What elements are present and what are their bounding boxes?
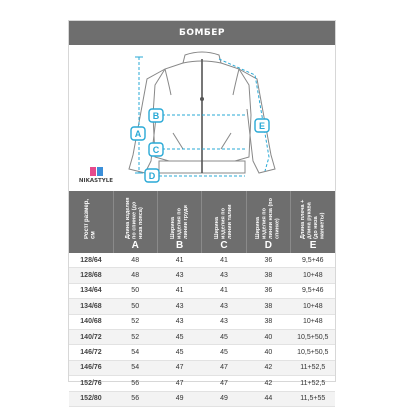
cell-c: 47 [202,376,246,391]
cell-e: 9,5+46 [291,283,335,298]
cell-size: 152/80 [69,391,113,406]
cell-d: 36 [246,283,290,298]
cell-a: 48 [113,253,157,268]
cell-size: 134/64 [69,283,113,298]
cell-size: 140/68 [69,314,113,329]
cell-a: 52 [113,329,157,344]
table-row [69,283,335,298]
table-row [69,314,335,329]
cell-b: 41 [157,253,201,268]
cell-b: 47 [157,376,201,391]
cell-a: 48 [113,268,157,283]
brand-block [74,167,118,184]
table-row [69,253,335,268]
table-header-row [69,191,335,253]
label-a: A [134,129,142,139]
cell-d: 36 [246,253,290,268]
cell-a: 50 [113,283,157,298]
cell-e: 10,5+50,5 [291,345,335,360]
cell-e: 10+48 [291,268,335,283]
cell-d: 42 [246,360,290,375]
cell-e: 11,5+55 [291,391,335,406]
cell-e: 11+52,5 [291,360,335,375]
table-row [69,376,335,391]
brand-name: NIKASTYLE [78,178,114,184]
cell-d: 38 [246,268,290,283]
label-e: E [258,121,266,131]
cell-size: 128/64 [69,253,113,268]
table-row [69,268,335,283]
table-row [69,360,335,375]
cell-d: 42 [246,376,290,391]
cell-c: 43 [202,314,246,329]
cell-c: 41 [202,283,246,298]
cell-e: 10+48 [291,314,335,329]
cell-size: 146/76 [69,360,113,375]
cell-d: 38 [246,299,290,314]
cell-a: 54 [113,360,157,375]
brand-logo-icon [74,167,118,176]
cell-a: 52 [113,314,157,329]
cell-e: 10+48 [291,299,335,314]
table-row [69,345,335,360]
cell-b: 43 [157,268,201,283]
cell-c: 41 [202,253,246,268]
cell-d: 40 [246,329,290,344]
cell-c: 45 [202,345,246,360]
cell-b: 47 [157,360,201,375]
label-b: B [152,111,160,121]
cell-b: 43 [157,299,201,314]
label-d: D [148,171,156,181]
header-col-e: Длина плеча + длина рукава (до низа манжеты) E [291,191,335,253]
cell-size: 146/72 [69,345,113,360]
header-col-a: Длина изделия по спинке (до низа пояса) A [113,191,157,253]
header-size: Рост/ размер, см [69,191,113,253]
cell-c: 45 [202,329,246,344]
table-row [69,299,335,314]
cell-c: 43 [202,299,246,314]
cell-e: 10,5+50,5 [291,329,335,344]
header-col-b: Ширина изделия по линии груди B [157,191,201,253]
cell-a: 50 [113,299,157,314]
cell-size: 134/68 [69,299,113,314]
cell-b: 41 [157,283,201,298]
cell-b: 49 [157,391,201,406]
cell-d: 38 [246,314,290,329]
cell-d: 44 [246,391,290,406]
size-table [69,191,335,407]
cell-size: 140/72 [69,329,113,344]
product-title: БОМБЕР [69,21,335,45]
cell-b: 43 [157,314,201,329]
header-col-c: Ширина изделия по линии талии C [202,191,246,253]
cell-a: 54 [113,345,157,360]
cell-b: 45 [157,345,201,360]
size-chart-card [68,20,336,403]
label-c: C [152,145,160,155]
cell-d: 40 [246,345,290,360]
cell-size: 128/68 [69,268,113,283]
cell-size: 152/76 [69,376,113,391]
zipper-pull [200,97,204,101]
cell-b: 45 [157,329,201,344]
table-row [69,329,335,344]
table-row [69,391,335,406]
cell-c: 49 [202,391,246,406]
cell-c: 43 [202,268,246,283]
cell-c: 47 [202,360,246,375]
cell-e: 9,5+46 [291,253,335,268]
cell-a: 56 [113,391,157,406]
header-col-d: Ширина изделия по линии низа (по спинке) D [246,191,290,253]
cell-e: 11+52,5 [291,376,335,391]
cell-a: 56 [113,376,157,391]
